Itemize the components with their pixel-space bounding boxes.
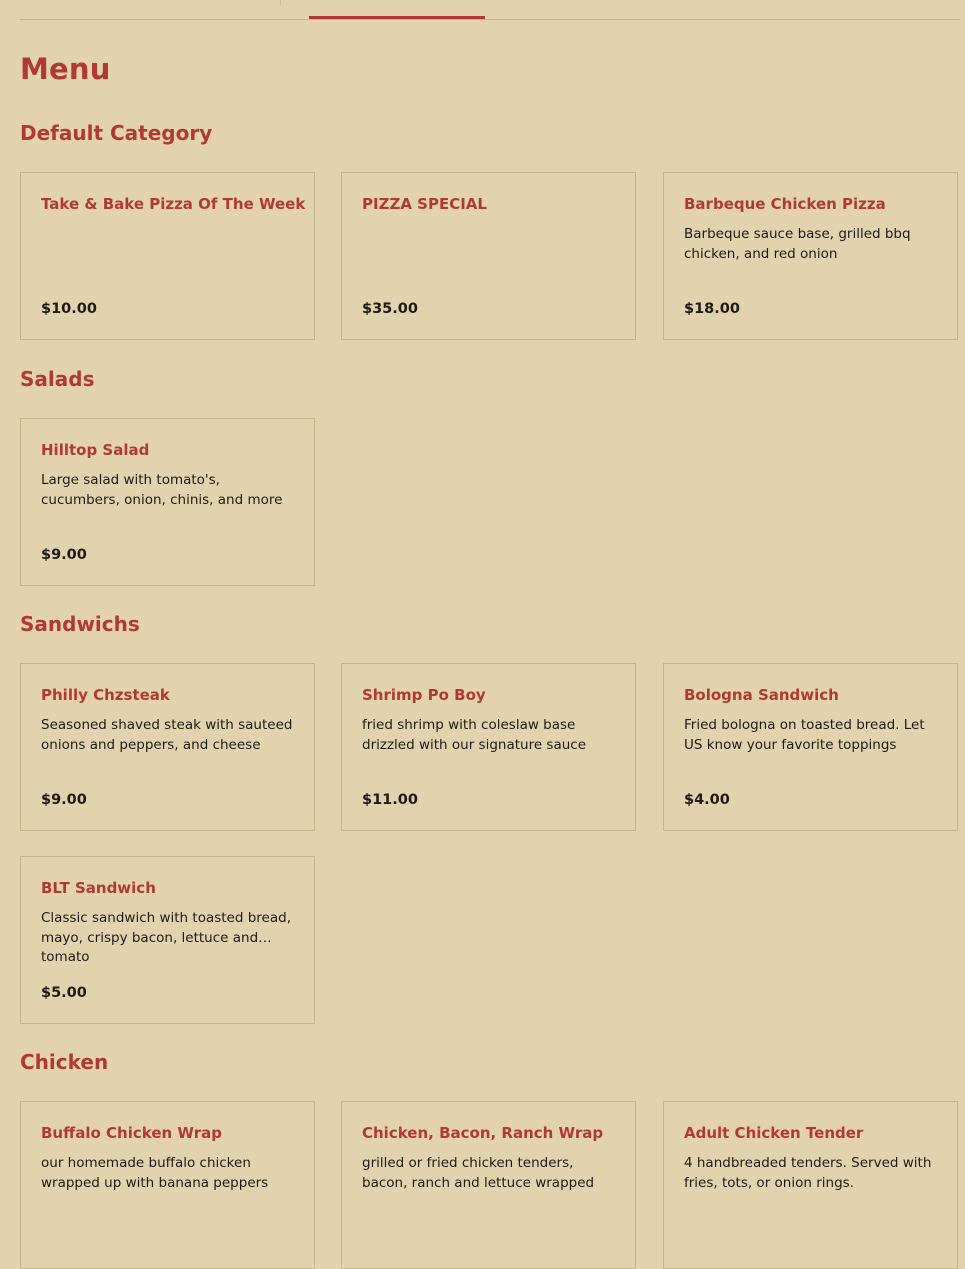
- menu-item-card[interactable]: [663, 1101, 958, 1269]
- menu-item-price: $11.00: [362, 792, 418, 808]
- menu-item-card[interactable]: [20, 663, 315, 831]
- menu-item-card[interactable]: [20, 856, 315, 1024]
- menu-item-description: Large salad with tomato's, cucumbers, onion, chinis, and more: [41, 472, 283, 508]
- menu-item-card[interactable]: [341, 663, 636, 831]
- category-heading-sandwichs: Sandwichs: [20, 612, 140, 636]
- menu-item-name: Take & Bake Pizza Of The Week: [41, 195, 306, 213]
- menu-item-price: $4.00: [684, 792, 730, 808]
- menu-item-price: $9.00: [41, 792, 87, 808]
- menu-item-description: fried shrimp with coleslaw base drizzled with our signature sauce: [362, 717, 587, 753]
- category-tab-bar: [20, 0, 960, 20]
- menu-item-name: BLT Sandwich: [41, 879, 156, 897]
- menu-item-price: $5.00: [41, 985, 87, 1001]
- menu-item-card[interactable]: [663, 663, 958, 831]
- menu-item-description: Classic sandwich with toasted bread, mayo, crispy bacon, lettuce and tomato: [41, 910, 291, 965]
- category-heading-chicken: Chicken: [20, 1050, 109, 1074]
- category-heading-default: Default Category: [20, 121, 213, 145]
- menu-item-description: Seasoned shaved steak with sauteed onions and peppers, and cheese: [41, 717, 293, 753]
- category-heading-salads: Salads: [20, 367, 95, 391]
- menu-item-description: grilled or fried chicken tenders, bacon, ranch and lettuce wrapped: [362, 1155, 595, 1191]
- menu-item-name: Bologna Sandwich: [684, 686, 839, 704]
- menu-item-card[interactable]: [341, 1101, 636, 1269]
- menu-item-description: Barbeque sauce base, grilled bbq chicken, and red onion: [684, 226, 911, 262]
- menu-item-name: Barbeque Chicken Pizza: [684, 195, 886, 213]
- menu-item-name: Shrimp Po Boy: [362, 686, 486, 704]
- menu-item-price: $18.00: [684, 301, 740, 317]
- menu-item-price: $9.00: [41, 547, 87, 563]
- tab-divider: [280, 0, 281, 5]
- menu-item-name: Hilltop Salad: [41, 441, 150, 459]
- menu-item-price: $10.00: [41, 301, 97, 317]
- menu-item-name: Buffalo Chicken Wrap: [41, 1124, 222, 1142]
- menu-item-card[interactable]: [663, 172, 958, 340]
- menu-item-name: PIZZA SPECIAL: [362, 195, 487, 213]
- menu-item-name: Chicken, Bacon, Ranch Wrap: [362, 1124, 604, 1142]
- menu-item-name: Adult Chicken Tender: [684, 1124, 864, 1142]
- menu-item-name: Philly Chzsteak: [41, 686, 170, 704]
- menu-item-card[interactable]: [341, 172, 636, 340]
- menu-item-price: $35.00: [362, 301, 418, 317]
- menu-item-card[interactable]: [20, 172, 315, 340]
- menu-item-description: 4 handbreaded tenders. Served with fries, tots, or onion rings.: [684, 1155, 932, 1191]
- menu-item-description: our homemade buffalo chicken wrapped up with banana peppers: [41, 1155, 269, 1191]
- menu-item-card[interactable]: [20, 1101, 315, 1269]
- page-title: Menu: [20, 52, 111, 86]
- tab-bar-baseline: [20, 19, 960, 20]
- menu-item-card[interactable]: [20, 418, 315, 586]
- menu-item-description: Fried bologna on toasted bread. Let US know your favorite toppings: [684, 717, 925, 753]
